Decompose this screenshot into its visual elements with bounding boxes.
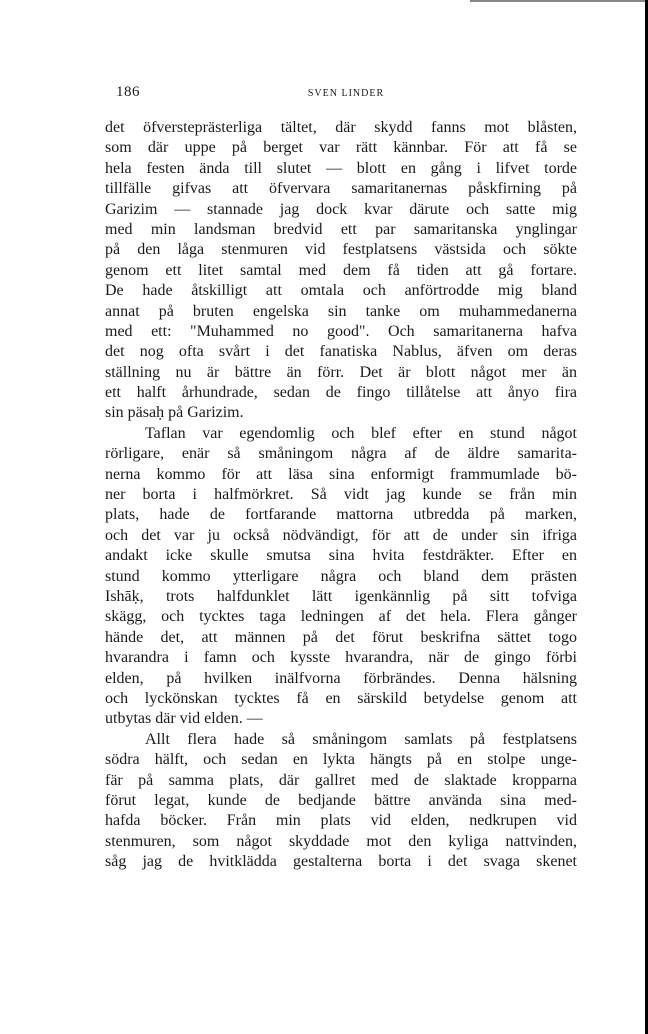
text-line: annat på bruten engelska sin tanke om muhammedanerna [105,302,577,320]
text-line: södra hälft, och sedan en lykta hängts på en stolpe unge- [105,751,577,769]
text-line: nerna kommo för att läsa sina enformigt frammumlade bö- [105,465,577,483]
page-number: 186 [116,84,140,100]
text-line: hela festen ända till slutet — blott en gång i lifvet torde [105,159,577,177]
text-line: plats, hade de fortfarande mattorna utbredda på marken, [105,506,577,524]
text-line: sin päsaḥ på Garizim. [105,404,244,422]
text-line: och lyckönskan tycktes få en särskild betydelse genom att [105,689,577,707]
text-line: elden, på hvilken inälfvorna förbrändes. Denna hälsning [105,669,577,687]
text-line: som där uppe på berget var rätt kännbar. För att få se [105,139,577,157]
page-header [116,84,576,104]
text-line: det öfversteprästerliga tältet, där skydd fanns mot blåsten, [105,119,577,136]
text-line: Ishāḳ, trots halfdunklet lätt igenkännlig på sitt tofviga [105,587,577,605]
text-line: genom ett litet samtal med dem få tiden att gå fortare. [105,261,577,279]
text-line: rörligare, enär så småningom några af de äldre samarita- [105,445,577,463]
text-line: såg jag de hvitklädda gestalterna borta i det svaga skenet [105,853,577,871]
text-line: ett halft århundrade, sedan de fingo tillåtelse att ånyo fira [105,384,577,402]
body-text [105,118,577,872]
text-line: utbytas där vid elden. — [105,710,263,728]
page-edge-top [470,0,648,2]
text-line: tillfälle gifvas att öfvervara samaritanernas påskfirning på [105,180,577,198]
text-line: Garizim — stannade jag dock kvar därute och satte mig [105,200,577,218]
text-line: med min landsman bredvid ett par samaritanska ynglingar [105,220,577,238]
text-line: ställning nu är bättre än förr. Det är blott något mer än [105,363,577,381]
text-line: andakt icke skulle smutsa sina hvita festdräkter. Efter en [105,547,577,565]
text-line: hvarandra i famn och kysste hvarandra, när de gingo förbi [105,649,577,667]
text-line: det nog ofta svårt i det fanatiska Nablus, äfven om deras [105,343,577,361]
text-line: hafda böcker. Från min plats vid elden, nedkrupen vid [105,812,577,830]
text-line: med ett: "Muhammed no good". Och samaritanerna hafva [105,322,577,340]
running-head: SVEN LINDER [307,88,385,99]
text-line: stenmuren, som något skyddade mot den kyliga nattvinden, [105,832,577,850]
text-line: stund kommo ytterligare några och bland dem prästen [105,567,577,585]
text-line: Taflan var egendomlig och blef efter en stund något [145,424,577,442]
text-line: och det var ju också nödvändigt, för att de under sin ifriga [105,526,577,544]
text-line: hände det, att männen på det förut beskrifna sättet togo [105,628,577,646]
text-line: De hade åtskilligt att omtala och anförtrodde mig bland [105,282,577,300]
text-line: förut legat, kunde de bedjande bättre använda sina med- [105,791,577,809]
text-line: skägg, och tycktes taga ledningen af det hela. Flera gånger [105,608,577,626]
text-line: Allt flera hade så småningom samlats på festplatsens [145,730,577,748]
text-line: på den låga stenmuren vid festplatsens västsida och sökte [105,241,577,259]
text-line: ner borta i halfmörkret. Så vidt jag kunde se från min [105,486,577,504]
text-line: fär på samma plats, där gallret med de slaktade kropparna [105,771,577,789]
